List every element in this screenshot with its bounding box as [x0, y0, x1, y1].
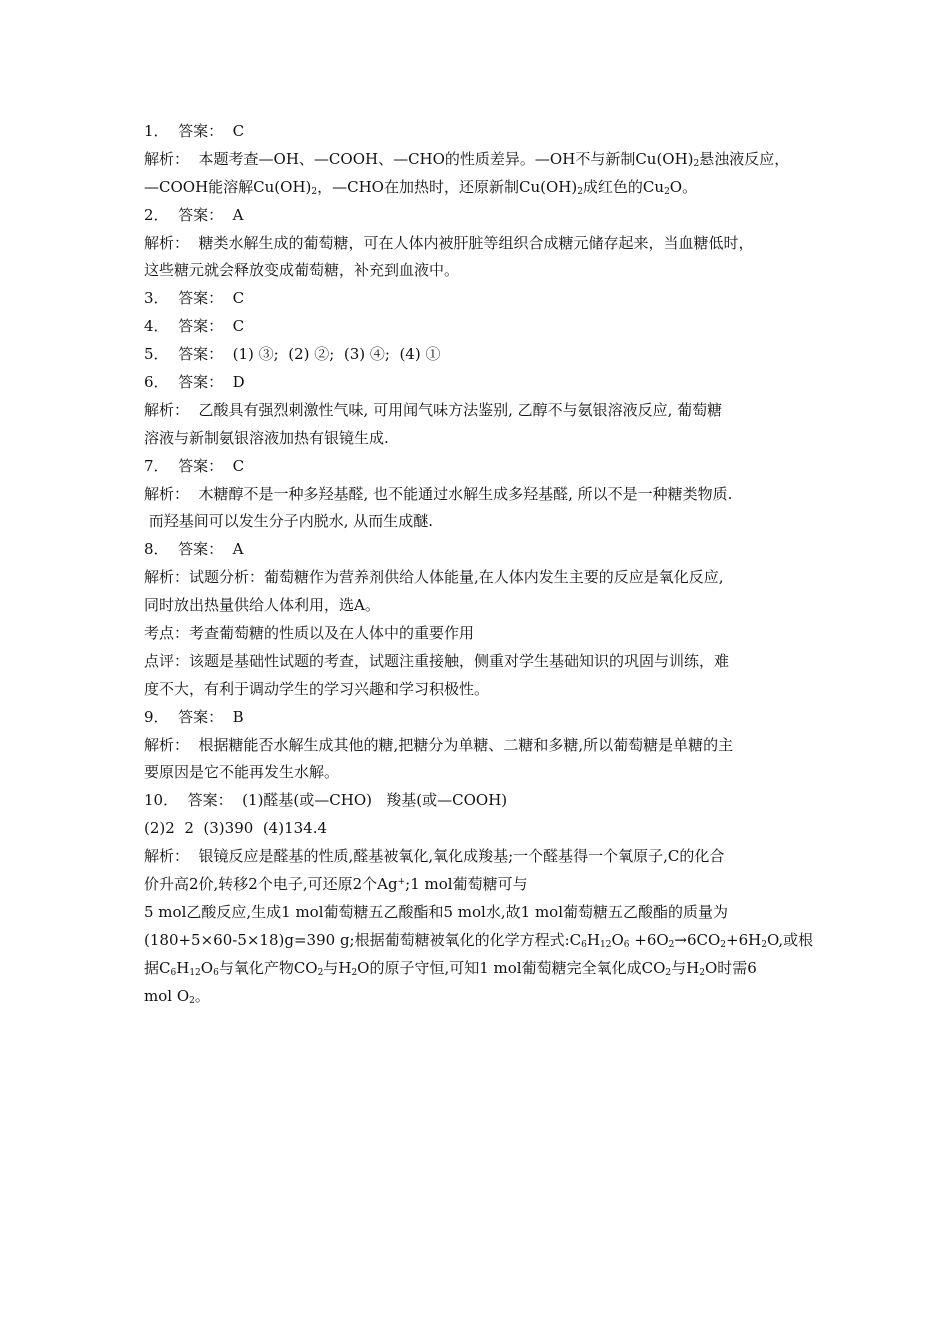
analysis-line-continued [144, 955, 824, 983]
analysis-line-continued [144, 871, 824, 899]
answer-line [144, 369, 824, 397]
question-number: 7． [144, 456, 179, 475]
answer-label: 答案： [178, 317, 233, 336]
dianping-line [144, 648, 824, 676]
analysis-text: 同时放出热量供给人体利用，选A。 [144, 596, 380, 615]
question-number: 9． [144, 707, 179, 726]
analysis-text: 溶液与新制氨银溶液加热有银镜生成. [144, 428, 389, 447]
answer-label: 答案： [178, 540, 233, 559]
analysis-line [144, 732, 824, 760]
answer-value: D [232, 373, 245, 392]
answer-label: 答案： [178, 345, 233, 364]
answer-label: 答案： [178, 373, 233, 392]
analysis-line-continued [144, 592, 824, 620]
answer-value: A [232, 205, 244, 224]
kaodian-line [144, 620, 824, 648]
analysis-line-continued [144, 257, 824, 285]
kaodian-text: 考查葡萄糖的性质以及在人体中的重要作用 [189, 624, 475, 643]
question-number: 6． [144, 373, 179, 392]
answer-line [144, 285, 824, 313]
analysis-line-continued [144, 983, 824, 1011]
analysis-text: 试题分析：葡萄糖作为营养剂供给人体能量,在人体内发生主要的反应是氧化反应, [189, 568, 724, 587]
answer-line [144, 118, 824, 146]
analysis-line-continued [144, 174, 824, 202]
dianping-text: 度不大，有利于调动学生的学习兴趣和学习积极性。 [144, 679, 490, 698]
analysis-text: 根据糖能否水解生成其他的糖,把糖分为单糖、二糖和多糖,所以葡萄糖是单糖的主 [198, 735, 734, 754]
analysis-text: 银镜反应是醛基的性质,醛基被氧化,氧化成羧基;一个醛基得一个氧原子,C的化合 [198, 847, 725, 866]
analysis-line [144, 230, 824, 258]
answer-line [144, 313, 824, 341]
analysis-text: 据$C_6H_{12}O_6$与氧化产物$CO_2$与$H_2O$的原子守恒,可知1 mol葡萄糖完全氧化成$CO_2$与$H_2O$时需6 [144, 958, 757, 978]
question-number: 8． [144, 540, 179, 559]
analysis-text: 这些糖元就会释放变成葡萄糖，补充到血液中。 [144, 261, 460, 280]
analysis-line-continued [144, 899, 824, 927]
analysis-text: 木糖醇不是一种多羟基醛, 也不能通过水解生成多羟基醛, 所以不是一种糖类物质. [198, 484, 733, 503]
analysis-line-continued [144, 759, 824, 787]
analysis-label: 解析： [144, 149, 199, 168]
analysis-text: mol $O_2$。 [144, 986, 210, 1006]
question-number: 2． [144, 205, 179, 224]
answer-value: (2)2 2 (3)390 (4)134.4 [144, 819, 328, 838]
answer-value: C [232, 317, 245, 336]
answer-label: 答案： [178, 122, 233, 140]
analysis-line-continued [144, 927, 824, 955]
analysis-text: 价升高2价,转移2个电子,可还原2个Ag+;1 mol葡萄糖可与 [144, 875, 528, 894]
dianping-label: 点评： [144, 651, 190, 670]
analysis-text: —COOH能溶解$Cu(OH)_2$，—CHO在加热时，还原新制$Cu(OH)_2$成红色的$Cu_2O$。 [144, 177, 698, 197]
answer-label: 答案： [187, 791, 243, 810]
answer-value: (1)醛基(或—CHO) 羧基(或—COOH) [242, 791, 508, 810]
answer-label: 答案： [178, 289, 233, 308]
analysis-label: 解析： [144, 568, 190, 587]
analysis-label: 解析： [144, 735, 199, 754]
answer-value: C [232, 122, 245, 140]
analysis-text: 乙酸具有强烈刺激性气味, 可用闻气味方法鉴别, 乙醇不与氨银溶液反应, 葡萄糖 [198, 400, 723, 419]
answer-line [144, 453, 824, 481]
question-number: 3． [144, 289, 179, 308]
answer-value: (1) ③; (2) ②; (3) ④; (4) ① [232, 345, 441, 364]
answer-label: 答案： [178, 456, 233, 475]
answer-document [144, 118, 824, 1011]
analysis-text: (180+5×60-5×18)g=390 g;根据葡萄糖被氧化的化学方程式$:C_6H_{12}O_6 +6O_2\to 6CO_2+6H_2O$,或根 [144, 930, 814, 950]
analysis-text: 要原因是它不能再发生水解。 [144, 763, 340, 782]
analysis-label: 解析： [144, 400, 199, 419]
analysis-line [144, 397, 824, 425]
answer-value: C [232, 456, 245, 475]
answer-line [144, 202, 824, 230]
question-number: 4． [144, 317, 179, 336]
answer-value: A [232, 540, 244, 559]
analysis-line-continued [144, 508, 824, 536]
analysis-line [144, 146, 824, 174]
analysis-text: 糖类水解生成的葡萄糖，可在人体内被肝脏等组织合成糖元储存起来，当血糖低时， [198, 233, 754, 252]
question-number: 5． [144, 345, 179, 364]
analysis-text: 而羟基间可以发生分子内脱水, 从而生成醚. [144, 512, 434, 531]
answer-label: 答案： [178, 205, 233, 224]
analysis-line [144, 481, 824, 509]
analysis-label: 解析： [144, 847, 199, 866]
answer-line [144, 787, 824, 815]
answer-line-continued [144, 815, 824, 843]
answer-line [144, 536, 824, 564]
answer-line [144, 341, 824, 369]
analysis-label: 解析： [144, 233, 199, 252]
analysis-line-continued [144, 425, 824, 453]
analysis-text: 本题考查—OH、—COOH、—CHO的性质差异。—OH不与新制$Cu(OH)_2$悬浊液反应， [198, 149, 790, 169]
analysis-line [144, 564, 824, 592]
dianping-text: 该题是基础性试题的考查，试题注重接触，侧重对学生基础知识的巩固与训练，难 [189, 651, 730, 670]
analysis-text: 5 mol乙酸反应,生成1 mol葡萄糖五乙酸酯和5 mol水,故1 mol葡萄糖五乙酸酯的质量为 [144, 902, 728, 921]
answer-value: B [232, 707, 244, 726]
dianping-line-continued [144, 676, 824, 704]
question-number: 10． [144, 791, 188, 810]
analysis-line [144, 843, 824, 871]
answer-value: C [232, 289, 245, 308]
kaodian-label: 考点： [144, 624, 190, 643]
answer-line [144, 704, 824, 732]
question-number: 1． [144, 122, 179, 140]
analysis-label: 解析： [144, 484, 199, 503]
answer-label: 答案： [178, 707, 233, 726]
